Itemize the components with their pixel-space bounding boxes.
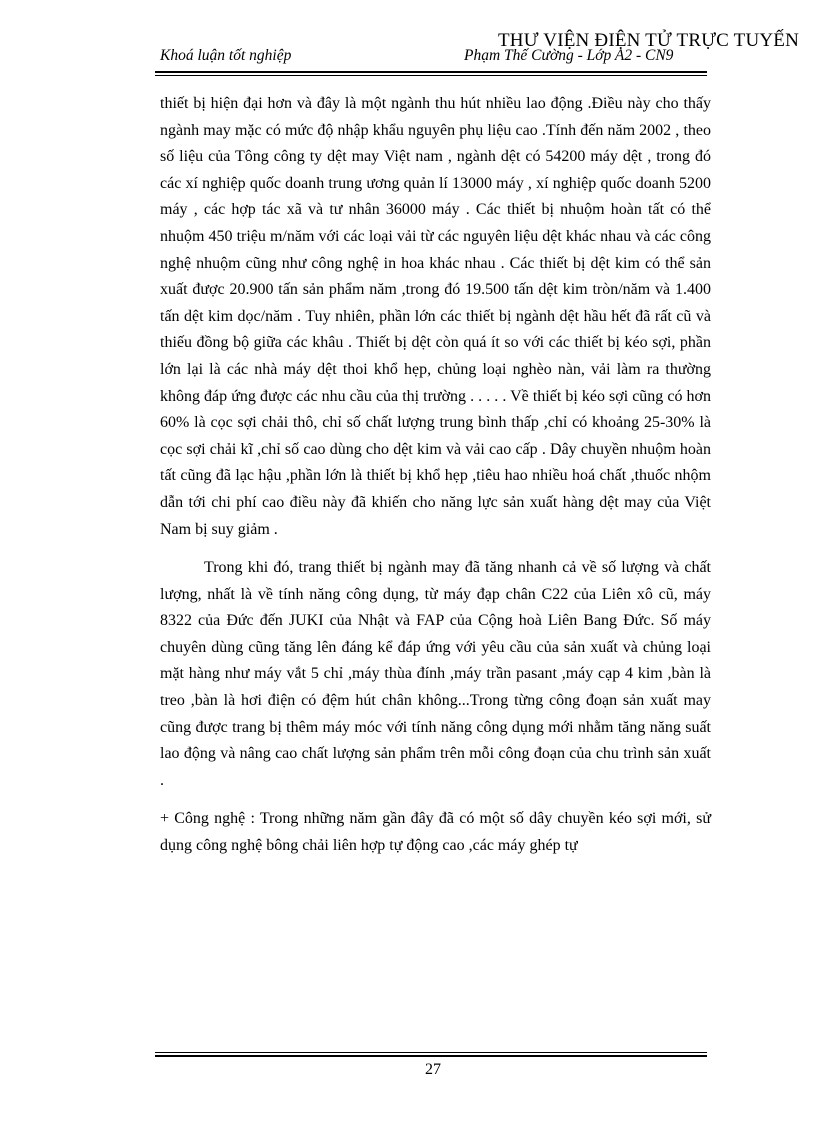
page-body — [160, 91, 711, 860]
header-divider-thin — [155, 75, 707, 76]
footer-divider-thick — [155, 1055, 707, 1057]
header-divider-thick — [155, 71, 707, 73]
footer-divider-thin — [155, 1052, 707, 1053]
header-thesis-title: Khoá luận tốt nghiệp — [160, 47, 292, 64]
watermark-text: THƯ VIỆN ĐIỆN TỬ TRỰC TUYẾN — [498, 30, 800, 51]
body-paragraph-2: Trong khi đó, trang thiết bị ngành may đã tăng nhanh cả về số lượng và chất lượng, nhất là về tính năng công dụng, từ máy đạp chân C22 của Liên xô cũ, máy 8322 của Đức đến JUKI của Nhật và FAP của Cộng hoà Liên Bang Đức. Số máy chuyên dùng cũng tăng lên đáng kể đáp ứng với yêu cầu của sản xuất và chủng loại mặt hàng như máy vắt 5 chỉ ,máy thùa đính ,máy trần pasant ,máy cạp 4 kim ,bàn là treo ,bàn là hơi điện có đệm hút chân không...Trong từng công đoạn sản xuất may cũng được trang bị thêm máy móc với tính năng công dụng mới nhằm tăng năng suất lao động và nâng cao chất lượng sản phẩm trên mỗi công đoạn của chu trình sản xuất . — [160, 559, 711, 789]
header-author-class: Phạm Thế Cường - Lớp A2 - CN9 — [464, 47, 674, 64]
body-paragraph-1: thiết bị hiện đại hơn và đây là một ngành thu hút nhiều lao động .Điều này cho thấy ngành may mặc có mức độ nhập khẩu nguyên phụ liệu cao .Tính đến năm 2002 , theo số liệu của Tông công ty dệt may Việt nam , ngành dệt có 54200 máy dệt , trong đó các xí nghiệp quốc doanh trung ương quản lí 13000 máy , xí nghiệp quốc doanh 5200 máy , các hợp tác xã và tư nhân 36000 máy . Các thiết bị nhuộm hoàn tất có thể nhuộm 450 triệu m/năm với các loại vải từ các nguyên liệu dệt khác nhau và các công nghệ nhuộm cũng như công nghệ in hoa khác nhau . Các thiết bị dệt kim có thể sản xuất được 20.900 tấn sản phẩm năm ,trong đó 19.500 tấn dệt kim tròn/năm và 1.400 tấn dệt kim dọc/năm . Tuy nhiên, phần lớn các thiết bị ngành dệt hầu hết đã rất cũ và thiếu đồng bộ giữa các khâu . Thiết bị dệt còn quá ít so với các thiết bị kéo sợi, phần lớn lại là các nhà máy dệt thoi khổ hẹp, chủng loại nghèo nàn, vải làm ra thường không đáp ứng được các nhu cầu của thị trường . . . . . Về thiết bị kéo sợi cũng có hơn 60% là cọc sợi chải thô, chỉ số chất lượng trung bình thấp ,chỉ có khoảng 25-30% là cọc sợi chải kĩ ,chỉ số cao dùng cho dệt kim và vải cao cấp . Dây chuyền nhuộm hoàn tất cũng đã lạc hậu ,phần lớn là thiết bị khổ hẹp ,tiêu hao nhiều hoá chất ,thuốc nhộm dẫn tới chi phí cao điều này đã khiến cho năng lực sản xuất hàng dệt may của Việt Nam bị suy giảm . — [160, 95, 711, 538]
page-number: 27 — [425, 1061, 441, 1078]
body-paragraph-3: + Công nghệ : Trong những năm gần đây đã có một số dây chuyền kéo sợi mới, sử dụng công nghệ bông chải liên hợp tự động cao ,các máy ghép tự — [160, 810, 711, 855]
